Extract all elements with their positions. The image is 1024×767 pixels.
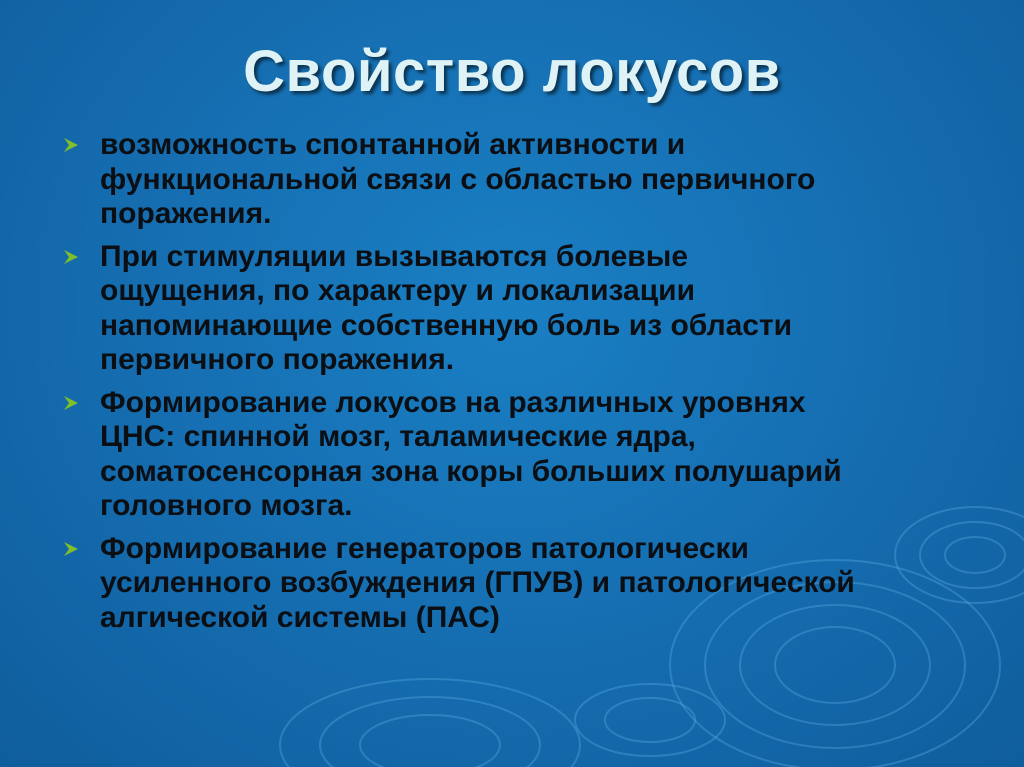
chevron-arrow-icon <box>62 137 80 153</box>
bullet-text: Формирование локусов на различных уровнях ЦНС: спинной мозг, таламические ядра, соматосенсорная зона коры больших полушарий головного мозга. <box>100 385 842 522</box>
bullet-item <box>62 240 982 378</box>
chevron-arrow-icon <box>62 249 80 265</box>
bullet-text: Формирование генераторов патологически усиленного возбуждения (ГПУВ) и патологической алгической системы (ПАС) <box>100 531 855 634</box>
bullet-item <box>62 128 982 232</box>
bullet-list <box>62 128 982 643</box>
bullet-item <box>62 532 982 636</box>
bullet-text: При стимуляции вызываются болевые ощущения, по характеру и локализации напоминающие собственную боль из области первичного поражения. <box>100 239 793 376</box>
chevron-arrow-icon <box>62 541 80 557</box>
bullet-item <box>62 386 982 524</box>
chevron-arrow-icon <box>62 395 80 411</box>
bullet-text: возможность спонтанной активности и функциональной связи с областью первичного поражения. <box>100 128 816 230</box>
slide-title: Свойство локусов <box>243 39 781 104</box>
